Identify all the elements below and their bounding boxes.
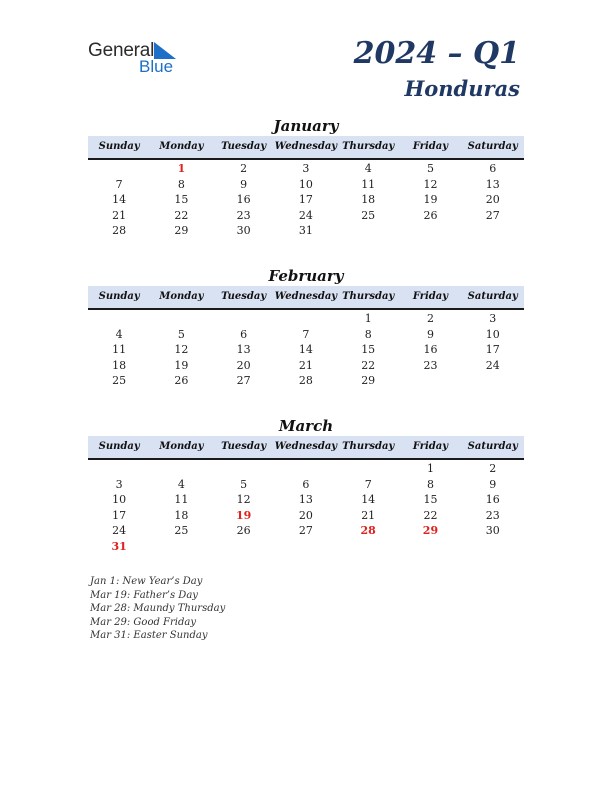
day-cell: 18 — [361, 193, 376, 206]
weekday-label: Wednesday — [274, 141, 338, 152]
day-cell: 27 — [298, 524, 313, 537]
day-cell: 6 — [302, 477, 310, 491]
day-cell: 20 — [236, 358, 251, 372]
day-cell: 7 — [302, 327, 310, 341]
holiday-day-cell: 1 — [177, 162, 186, 175]
day-cell: 9 — [426, 327, 434, 341]
day-cell: 23 — [485, 508, 500, 522]
weekday-label: Monday — [159, 141, 204, 152]
day-cell: 25 — [361, 208, 376, 222]
empty-day-cell — [88, 461, 150, 477]
weekday-label: Friday — [412, 141, 449, 152]
weekday-label: Monday — [159, 291, 204, 302]
day-cell: 18 — [112, 358, 127, 372]
day-grid — [88, 460, 524, 554]
day-cell: 26 — [236, 524, 251, 537]
day-cell: 26 — [423, 208, 438, 222]
weekday-label: Tuesday — [221, 291, 267, 302]
holiday-day-cell: 28 — [360, 524, 376, 537]
weekday-label: Sunday — [98, 141, 140, 152]
day-cell: 17 — [485, 343, 500, 356]
day-cell: 21 — [298, 358, 313, 372]
month-march — [88, 416, 524, 554]
weekday-header — [88, 136, 524, 160]
day-cell: 8 — [177, 177, 185, 191]
day-cell: 11 — [361, 177, 376, 191]
day-cell: 27 — [236, 374, 251, 387]
day-cell: 11 — [174, 493, 189, 506]
day-cell: 4 — [364, 162, 372, 175]
weekday-label: Sunday — [98, 441, 140, 452]
weekday-label: Thursday — [342, 291, 395, 302]
day-cell: 2 — [489, 462, 497, 475]
weekday-label: Saturday — [467, 141, 518, 152]
day-cell: 3 — [489, 312, 497, 325]
day-grid — [88, 160, 524, 239]
day-cell: 10 — [112, 493, 127, 506]
day-cell: 25 — [174, 524, 189, 537]
day-cell: 1 — [364, 312, 372, 325]
day-cell: 6 — [489, 162, 497, 175]
empty-day-cell — [462, 373, 524, 389]
holiday-note: Mar 31: Easter Sunday — [90, 630, 208, 642]
month-name: January — [273, 117, 339, 135]
day-cell: 24 — [485, 358, 500, 372]
day-cell: 22 — [174, 208, 189, 222]
day-cell: 3 — [302, 162, 310, 175]
day-cell: 23 — [423, 358, 438, 372]
day-cell: 24 — [298, 208, 313, 222]
day-cell: 30 — [485, 524, 500, 537]
day-cell: 8 — [364, 327, 372, 341]
day-cell: 6 — [240, 327, 248, 341]
day-cell: 9 — [489, 477, 497, 491]
day-cell: 7 — [364, 477, 372, 491]
day-cell: 2 — [426, 312, 434, 325]
day-cell: 4 — [115, 327, 123, 341]
weekday-header — [88, 286, 524, 310]
month-name: March — [278, 417, 334, 435]
holiday-note: Mar 28: Maundy Thursday — [90, 603, 226, 615]
page-title: 2024 – Q1 — [353, 36, 520, 71]
weekday-label: Tuesday — [221, 141, 267, 152]
day-cell: 3 — [115, 477, 123, 491]
day-cell: 22 — [361, 358, 376, 372]
weekday-label: Thursday — [342, 141, 395, 152]
day-cell: 21 — [361, 508, 376, 522]
empty-day-cell — [88, 311, 150, 327]
logo-blue-text: Blue — [139, 57, 174, 76]
day-cell: 10 — [298, 177, 313, 191]
empty-day-cell — [213, 311, 275, 327]
day-cell: 29 — [361, 374, 376, 387]
weekday-label: Saturday — [467, 441, 518, 452]
country-name: Honduras — [404, 76, 520, 101]
day-cell: 14 — [112, 193, 127, 206]
day-cell: 14 — [298, 343, 313, 356]
month-name: February — [268, 267, 344, 285]
empty-day-cell — [275, 461, 337, 477]
day-cell: 16 — [423, 343, 438, 356]
day-cell: 25 — [112, 374, 127, 387]
day-cell: 23 — [236, 208, 251, 222]
holiday-day-cell: 19 — [236, 508, 252, 522]
day-cell: 18 — [174, 508, 189, 522]
day-cell: 19 — [174, 358, 189, 372]
day-grid — [88, 310, 524, 389]
day-cell: 7 — [115, 177, 123, 191]
empty-day-cell — [462, 223, 524, 239]
empty-day-cell — [275, 539, 337, 555]
day-cell: 15 — [174, 193, 189, 206]
day-cell: 20 — [298, 508, 313, 522]
day-cell: 22 — [423, 508, 438, 522]
empty-day-cell — [275, 311, 337, 327]
day-cell: 1 — [426, 462, 434, 475]
day-cell: 28 — [112, 224, 127, 237]
day-cell: 12 — [236, 493, 251, 506]
weekday-label: Wednesday — [274, 441, 338, 452]
day-cell: 5 — [240, 477, 248, 491]
empty-day-cell — [150, 539, 212, 555]
day-cell: 16 — [485, 493, 500, 506]
weekday-label: Friday — [412, 441, 449, 452]
day-cell: 15 — [361, 343, 376, 356]
empty-day-cell — [399, 539, 461, 555]
day-cell: 5 — [177, 327, 185, 341]
day-cell: 2 — [240, 162, 248, 175]
holiday-day-cell: 29 — [422, 524, 439, 537]
empty-day-cell — [399, 223, 461, 239]
day-cell: 28 — [298, 374, 313, 387]
day-cell: 17 — [112, 508, 127, 522]
holiday-note: Mar 29: Good Friday — [90, 616, 196, 628]
day-cell: 8 — [426, 477, 434, 491]
day-cell: 26 — [174, 374, 189, 387]
empty-day-cell — [337, 461, 399, 477]
day-cell: 13 — [485, 177, 500, 191]
day-cell: 19 — [423, 193, 438, 206]
weekday-label: Saturday — [467, 291, 518, 302]
day-cell: 20 — [485, 193, 500, 206]
day-cell: 24 — [112, 524, 127, 537]
holiday-day-cell: 31 — [111, 539, 127, 553]
day-cell: 14 — [361, 493, 376, 506]
weekday-label: Thursday — [342, 441, 395, 452]
day-cell: 29 — [174, 224, 189, 237]
day-cell: 30 — [236, 224, 251, 237]
day-cell: 17 — [298, 193, 313, 206]
day-cell: 4 — [177, 477, 185, 491]
day-cell: 21 — [112, 208, 127, 222]
empty-day-cell — [399, 373, 461, 389]
weekday-label: Monday — [159, 441, 204, 452]
holiday-note: Jan 1: New Year’s Day — [90, 576, 203, 587]
empty-day-cell — [213, 539, 275, 555]
weekday-header — [88, 436, 524, 460]
day-cell: 13 — [236, 343, 251, 356]
empty-day-cell — [213, 461, 275, 477]
holiday-note: Mar 19: Father’s Day — [90, 589, 198, 601]
weekday-label: Sunday — [98, 291, 140, 302]
empty-day-cell — [462, 539, 524, 555]
day-cell: 15 — [423, 493, 438, 506]
weekday-label: Wednesday — [274, 291, 338, 302]
day-cell: 5 — [426, 162, 434, 175]
logo-general-text: General — [88, 40, 155, 61]
day-cell: 27 — [485, 208, 500, 222]
day-cell: 12 — [174, 343, 189, 356]
holiday-notes — [90, 575, 225, 643]
empty-day-cell — [150, 311, 212, 327]
day-cell: 13 — [298, 493, 313, 506]
empty-day-cell — [337, 539, 399, 555]
empty-day-cell — [337, 223, 399, 239]
day-cell: 12 — [423, 177, 438, 191]
weekday-label: Friday — [412, 291, 449, 302]
empty-day-cell — [150, 461, 212, 477]
day-cell: 31 — [298, 224, 313, 237]
empty-day-cell — [88, 161, 150, 177]
day-cell: 16 — [236, 193, 251, 206]
day-cell: 10 — [485, 327, 500, 341]
month-february — [88, 266, 524, 389]
month-january — [88, 116, 524, 239]
day-cell: 11 — [112, 343, 127, 356]
day-cell: 9 — [240, 177, 248, 191]
weekday-label: Tuesday — [221, 441, 267, 452]
